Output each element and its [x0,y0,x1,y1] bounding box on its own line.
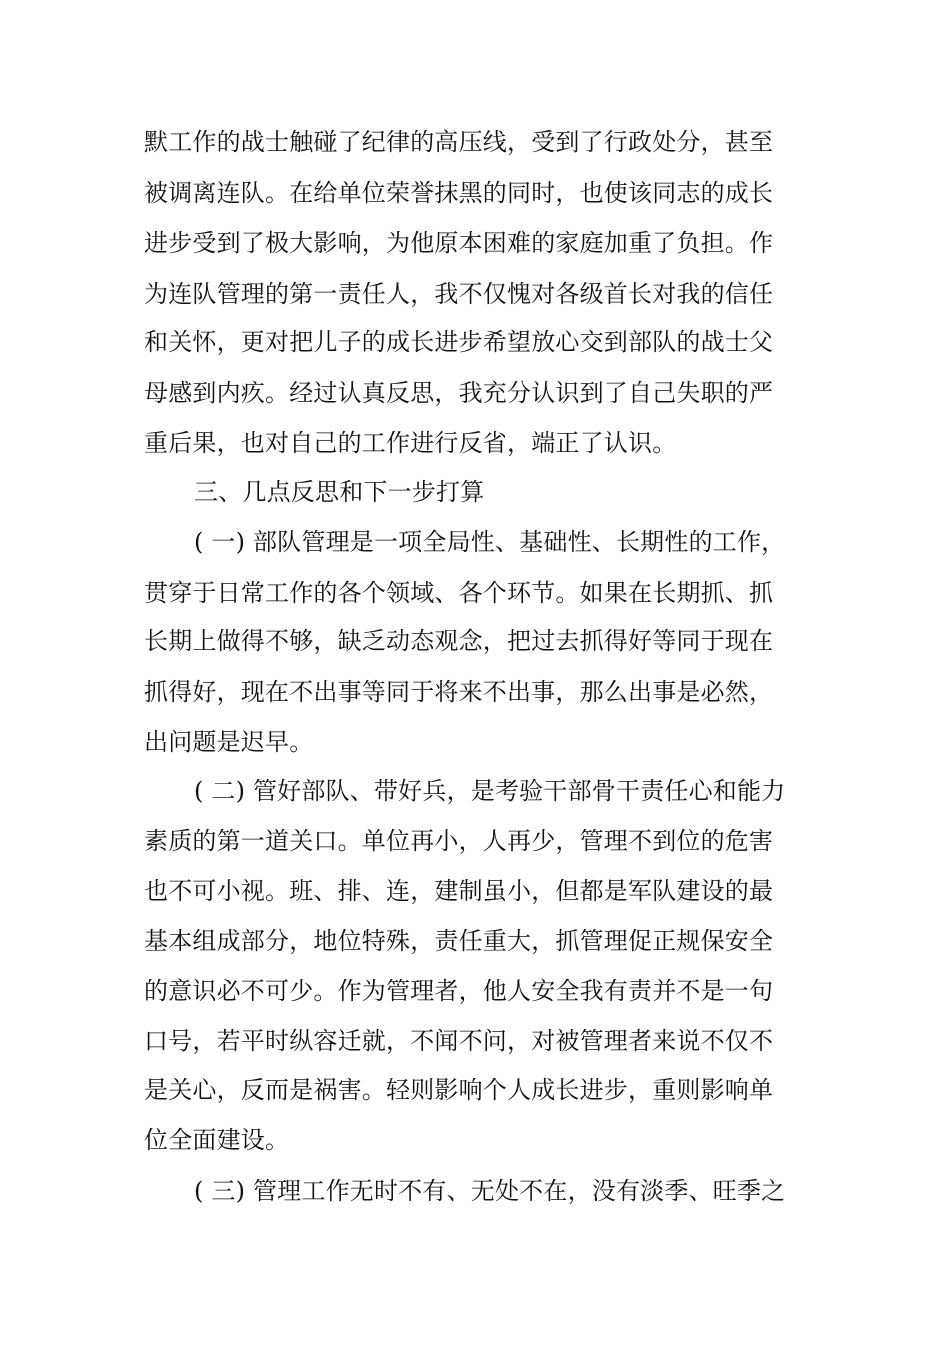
text-line: 是关心，反而是祸害。轻则影响个人成长进步，重则影响单 [144,1076,774,1104]
text-line: 的意识必不可少。作为管理者，他人安全我有责并不是一句 [144,977,774,1005]
text-line: 位全面建设。 [144,1126,290,1154]
text-line: ( 三) 管理工作无时不有、无处不在，没有淡季、旺季之 [194,1177,786,1205]
text-line: 贯穿于日常工作的各个领域、各个环节。如果在长期抓、抓 [144,579,774,607]
text-line: 重后果，也对自己的工作进行反省，端正了认识。 [144,429,677,457]
text-line: 出问题是迟早。 [144,728,314,756]
section-heading: 三、几点反思和下一步打算 [194,478,485,506]
text-line: 进步受到了极大影响，为他原本困难的家庭加重了负担。作 [144,229,774,257]
text-line: 为连队管理的第一责任人，我不仅愧对各级首长对我的信任 [144,280,774,308]
text-line: 口号，若平时纵容迁就，不闻不问，对被管理者来说不仅不 [144,1027,774,1055]
text-line: 也不可小视。班、排、连，建制虽小，但都是军队建设的最 [144,877,774,905]
text-line: 长期上做得不够，缺乏动态观念，把过去抓得好等同于现在 [144,627,774,655]
text-line: ( 一) 部队管理是一项全局性、基础性、长期性的工作， [194,528,786,556]
text-line: 素质的第一道关口。单位再小，人再少，管理不到位的危害 [144,827,774,855]
text-line: 抓得好，现在不出事等同于将来不出事，那么出事是必然， [144,678,774,706]
text-line: 母感到内疚。经过认真反思，我充分认识到了自己失职的严 [144,379,774,407]
text-line: 被调离连队。在给单位荣誉抹黑的同时，也使该同志的成长 [144,179,774,207]
text-line: ( 二) 管好部队、带好兵，是考验干部骨干责任心和能力 [194,777,786,805]
text-line: 基本组成部分，地位特殊，责任重大，抓管理促正规保安全 [144,927,774,955]
text-line: 和关怀，更对把儿子的成长进步希望放心交到部队的战士父 [144,328,774,356]
text-line: 默工作的战士触碰了纪律的高压线，受到了行政处分，甚至 [144,128,774,156]
